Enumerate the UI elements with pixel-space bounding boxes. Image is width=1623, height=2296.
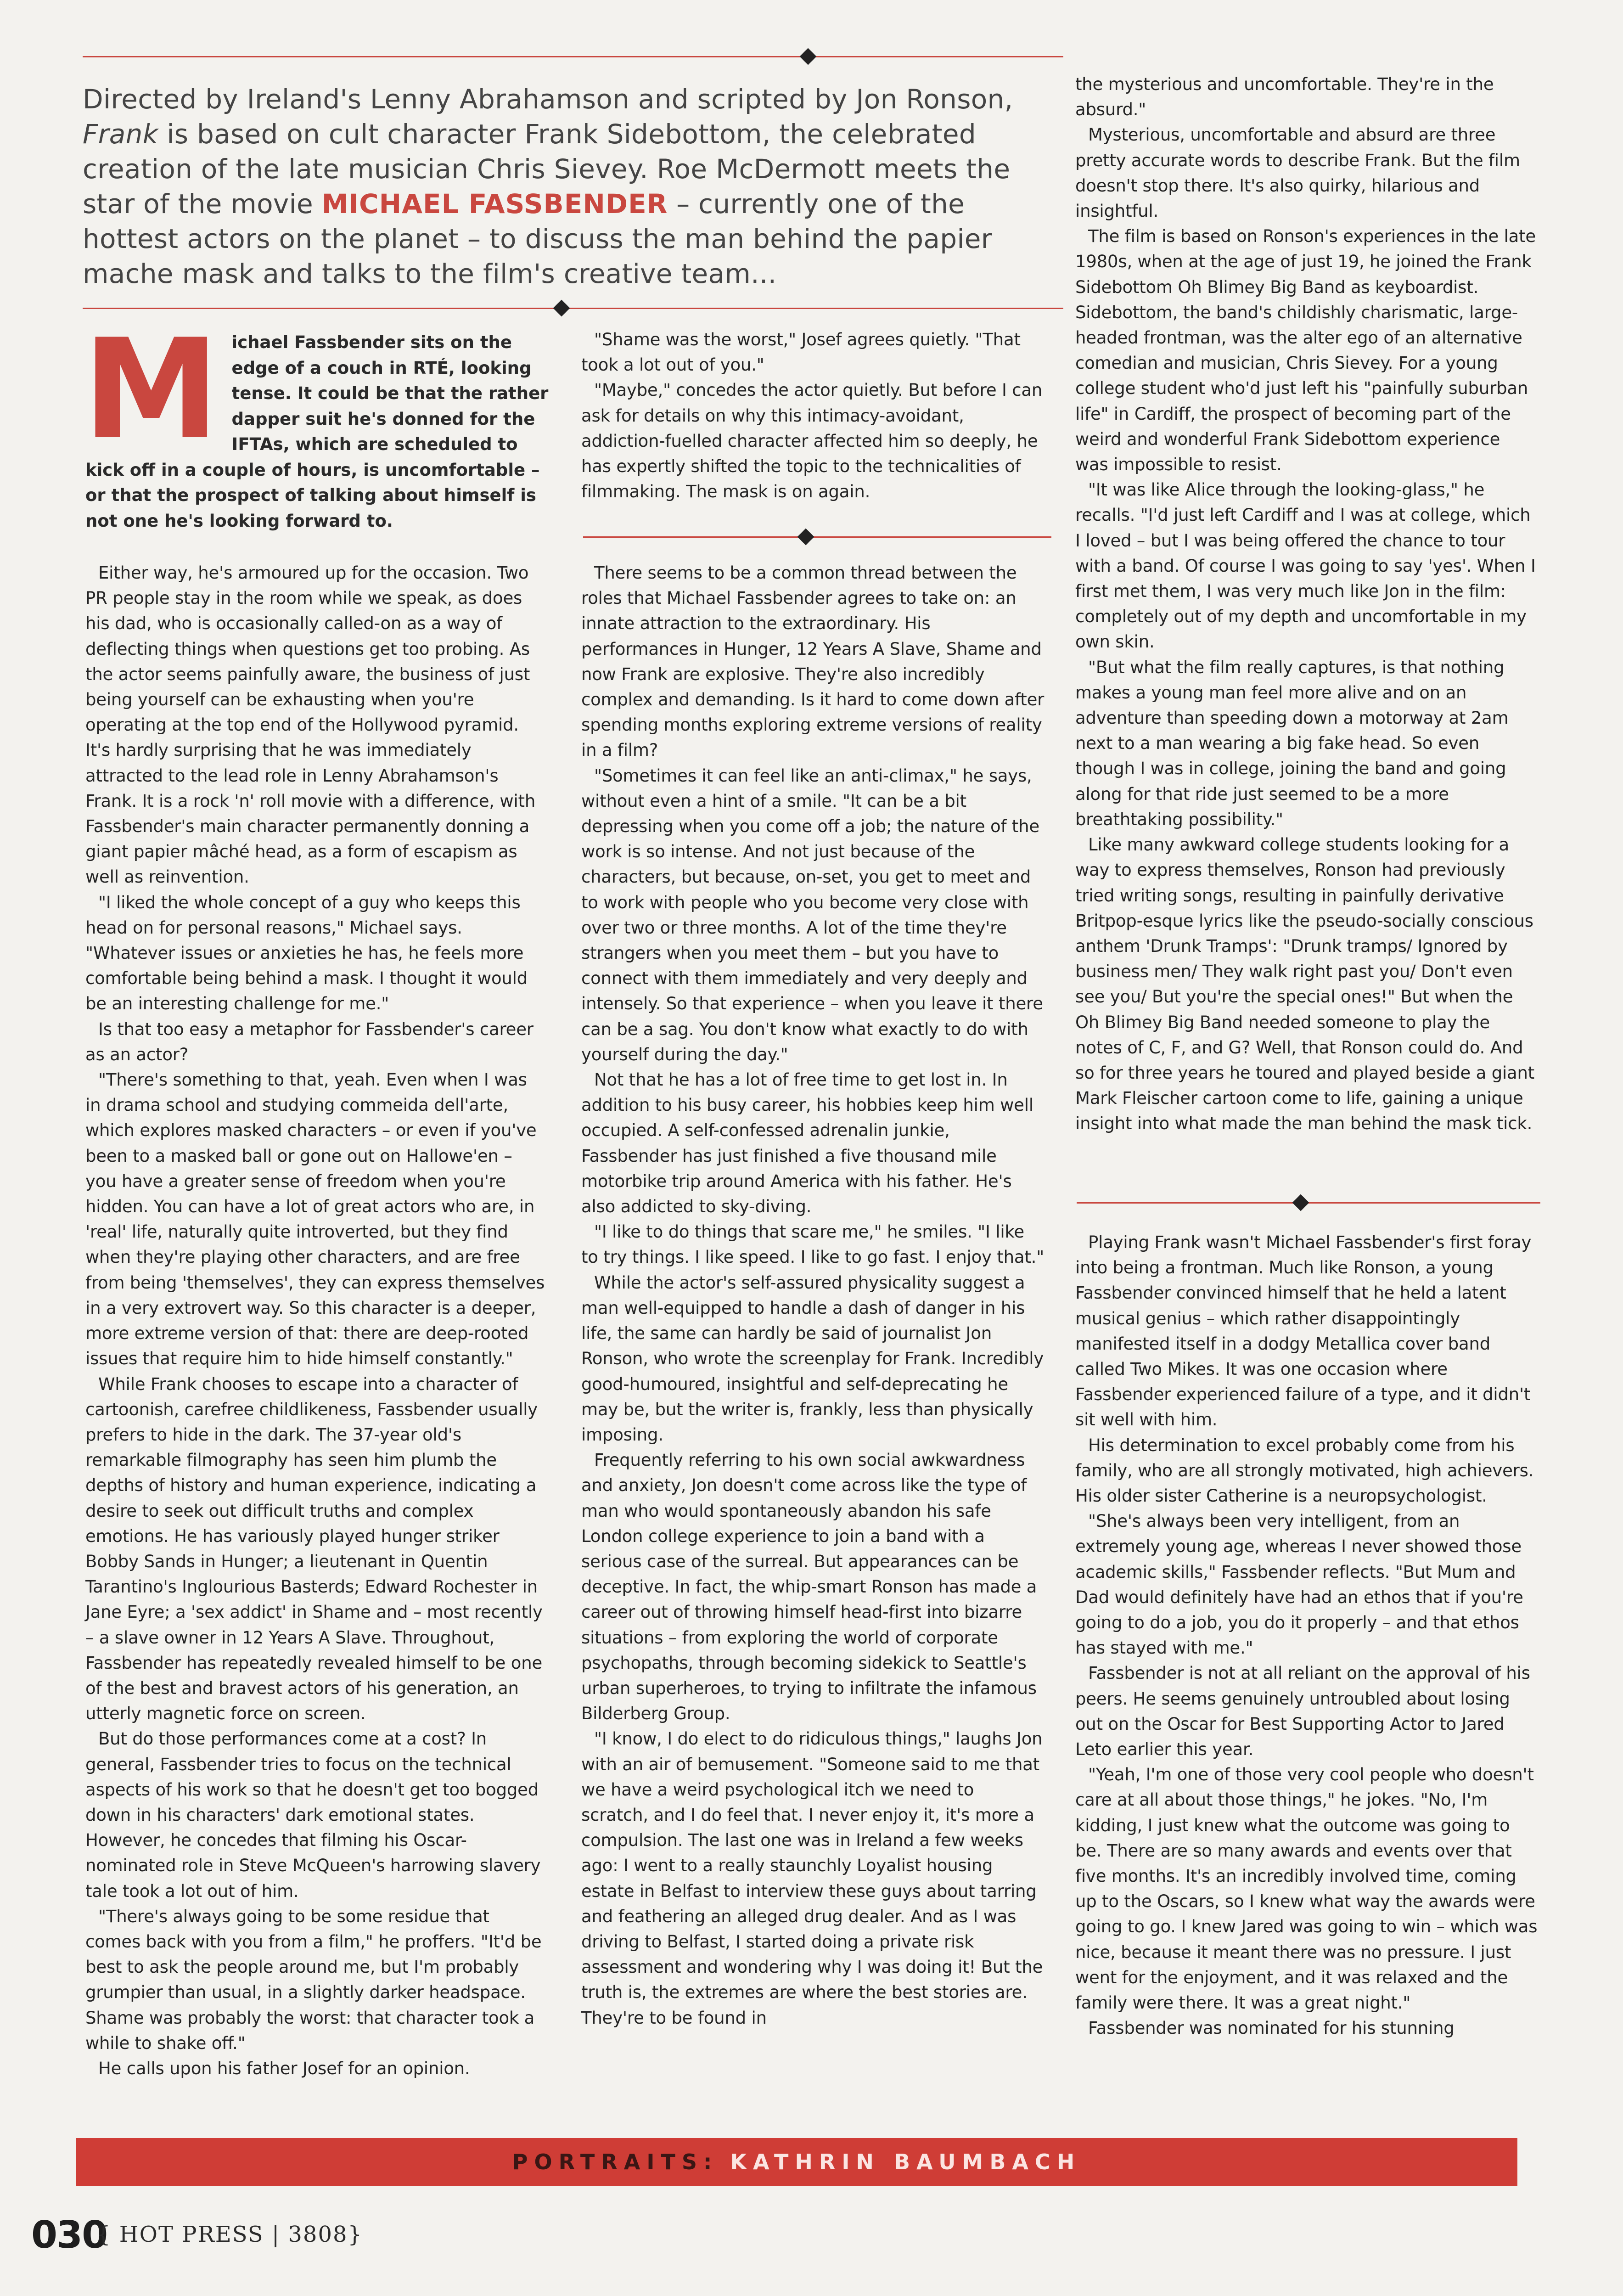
col1-paragraph: Either way, he's armoured up for the occasion. Two PR people stay in the room while we speak, as does his dad, who is occasionally called-on as a way of deflecting things when questions get too probing. As the actor seems painfully aware, the business of just being yourself can be exhausting when you're operating at the top end of the Hollywood pyramid. It's hardly surprising that he was immediately attracted to the lead role in Lenny Abrahamson's Frank. It is a rock 'n' roll movie with a difference, with Fassbender's main character permanently donning a giant papier mâché head, as a form of escapism as well as reinvention. xyxy=(85,563,536,887)
portraits-credit-band xyxy=(76,2138,1517,2186)
col1-paragraph: "There's always going to be some residue that comes back with you from a film," he proffers. "It'd be best to ask the people around me, but I'm probably grumpier than usual, in a slightly darker headspace. Shame was probably the worst: that character took a while to shake off." xyxy=(85,1906,542,2053)
col1-paragraph: While Frank chooses to escape into a character of cartoonish, carefree childlikeness, Fassbender usually prefers to hide in the dark. The 37-year old's remarkable filmography has seen him plumb the depths of history and human experience, indicating a desire to seek out difficult truths and complex emotions. He has variously played hunger striker Bobby Sands in Hunger; a lieutenant in Quentin Tarantino's Inglourious Basterds; Edward Rochester in Jane Eyre; a 'sex addict' in Shame and – most recently – a slave owner in 12 Years A Slave. Throughout, Fassbender has repeatedly revealed himself to be one of the best and bravest actors of his generation, an utterly magnetic force on screen. xyxy=(85,1374,543,1724)
col3-paragraph: the mysterious and uncomfortable. They're in the absurd." xyxy=(1075,74,1494,120)
top-rule xyxy=(83,56,1063,57)
col1-paragraph: He calls upon his father Josef for an opinion. xyxy=(98,2058,470,2078)
portraits-label: PORTRAITS: xyxy=(512,2150,719,2174)
col3-paragraph: Mysterious, uncomfortable and absurd are three pretty accurate words to describe Frank. But the film doesn't stop there. It's also quirky, hilarious and insightful. xyxy=(1075,125,1520,221)
lead-text: ichael Fassbender sits on the edge of a couch in RTÉ, looking tense. It could be that the rather dapper suit he's donned for the IFTAs, which are scheduled to kick off in a couple of hours, is uncomfortable – or that the prospect of talking about himself is not one he's looking forward to. xyxy=(85,332,549,531)
photographer-name: KATHRIN BAUMBACH xyxy=(730,2150,1081,2174)
intro-text-3: – currently one of the hottest actors on the planet – to discuss the man behind the papier mache mask and talks to the film's creative team... xyxy=(83,188,992,289)
col3-paragraph: "It was like Alice through the looking-glass," he recalls. "I'd just left Cardiff and I was at college, which I loved – but I was being offered the chance to tour with a band. Of course I was going to say 'yes'. When I first met them, I was very much like Jon in the film: completely out of my depth and uncomfortable in my own skin. xyxy=(1075,480,1536,652)
col3-paragraph: "But what the film really captures, is that nothing makes a young man feel more alive and on an adventure than speeding down a motorway at 2am next to a man wearing a big fake head. So even though I was in college, joining the band and going along for that ride just seemed to be a more breathtaking possibility." xyxy=(1075,657,1509,829)
intro-diamond-ornament xyxy=(553,300,570,317)
column-2-top xyxy=(581,327,1046,504)
top-diamond-ornament xyxy=(800,48,817,65)
col1-paragraph: But do those performances come at a cost? In general, Fassbender tries to focus on the technical aspects of his work so that he doesn't get too bogged down in his characters' dark emotional states. However, he concedes that filming his Oscar-nominated role in Steve McQueen's harrowing slavery tale took a lot out of him. xyxy=(85,1729,541,1901)
col2-section-rule xyxy=(583,536,1051,538)
drop-cap: M xyxy=(83,310,220,470)
col2-paragraph: While the actor's self-assured physicality suggest a man well-equipped to handle a dash of danger in his life, the same can hardly be said of journalist Jon Ronson, who wrote the screenplay for Frank. Incredibly good-humoured, insightful and self-deprecating he may be, but the writer is, frankly, less than physically imposing. xyxy=(581,1272,1044,1445)
col3-paragraph: Playing Frank wasn't Michael Fassbender's first foray into being a frontman. Much like Ronson, a young Fassbender convinced himself that he held a latent musical genius – which rather disappointingly manifested itself in a dodgy Metallica cover band called Two Mikes. It was one occasion where Fassbender experienced failure of a type, and it didn't sit well with him. xyxy=(1075,1232,1532,1430)
magazine-folio: { HOT PRESS | 3808} xyxy=(96,2222,363,2247)
column-1 xyxy=(85,560,547,2081)
intro-film-title: Frank xyxy=(83,118,158,150)
col3-paragraph: His determination to excel probably come from his family, who are all strongly motivated, high achievers. His older sister Catherine is a neuropsychologist. xyxy=(1075,1435,1534,1506)
col1-paragraph: "I liked the whole concept of a guy who keeps this head on for personal reasons," Michael says. "Whatever issues or anxieties he has, he feels more comfortable being behind a mask. I thought it would be an interesting challenge for me." xyxy=(85,892,528,1014)
intro-text-1: Directed by Ireland's Lenny Abrahamson and scripted by Jon Ronson, xyxy=(83,84,1013,115)
col3-paragraph: Fassbender is not at all reliant on the approval of his peers. He seems genuinely untroubled about losing out on the Oscar for Best Supporting Actor to Jared Leto earlier this year. xyxy=(1075,1663,1530,1760)
col1-paragraph: "There's something to that, yeah. Even when I was in drama school and studying commeida dell'arte, which explores masked characters – or even if you've been to a masked ball or gone out on Hallowe'en – you have a greater sense of freedom when you're hidden. You can have a lot of great actors who are, in 'real' life, naturally quite introverted, but they find when they're playing other characters, and are free from being 'themselves', they can express themselves in a very extrovert way. So this character is a deeper, more extreme version of that: there are deep-rooted issues that require him to hide himself constantly." xyxy=(85,1070,545,1369)
col3-paragraph: "Yeah, I'm one of those very cool people who doesn't care at all about those things," he jokes. "No, I'm kidding, I just knew what the outcome was going to be. There are so many awards and events over that five months. It's an incredibly involved time, coming up to the Oscars, so I knew what way the awards were going to go. I knew Jared was going to win – which was nice, because it meant there was no pressure. I just went for the enjoyment, and it was relaxed and the family were there. It was a great night." xyxy=(1075,1765,1538,2013)
intro-bottom-rule xyxy=(83,308,1063,309)
col2-paragraph: There seems to be a common thread between the roles that Michael Fassbender agrees to take on: an innate attraction to the extraordinary. His performances in Hunger, 12 Years A Slave, Shame and now Frank are explosive. They're also incredibly complex and demanding. Is it hard to come down after spending months exploring extreme versions of reality in a film? xyxy=(581,563,1045,760)
col2-paragraph: Not that he has a lot of free time to get lost in. In addition to his busy career, his hobbies keep him well occupied. A self-confessed adrenalin junkie, Fassbender has just finished a five thousand mile motorbike trip around America with his father. He's also addicted to sky-diving. xyxy=(581,1070,1033,1217)
col2-paragraph: Frequently referring to his own social awkwardness and anxiety, Jon doesn't come across like the type of man who would spontaneously abandon his safe London college experience to join a band with a serious case of the surreal. But appearances can be deceptive. In fact, the whip-smart Ronson has made a career out of throwing himself head-first into bizarre situations – from exploring the world of corporate psychopaths, through becoming sidekick to Seattle's urban superheroes, to trying to infiltrate the infamous Bilderberg Group. xyxy=(581,1450,1037,1724)
lead-paragraph xyxy=(83,310,554,534)
col3-diamond-ornament xyxy=(1292,1194,1309,1211)
col2-paragraph: "I know, I do elect to do ridiculous things," laughs Jon with an air of bemusement. "Someone said to me that we have a weird psychological itch we need to scratch, and I do feel that. I never enjoy it, it's more a compulsion. The last one was in Ireland a few weeks ago: I went to a really staunchly Loyalist housing estate in Belfast to interview these guys about tarring and feathering an alleged drug dealer. And as I was driving to Belfast, I started doing a private risk assessment and wondering why I was doing it! But the truth is, the extremes are where the best stories are. They're to be found in xyxy=(581,1729,1043,2028)
col2-paragraph: "I like to do things that scare me," he smiles. "I like to try things. I like speed. I like to go fast. I enjoy that." xyxy=(581,1222,1045,1267)
page-number: 030 xyxy=(31,2213,107,2257)
col3-paragraph: Fassbender was nominated for his stunning xyxy=(1088,2018,1455,2038)
col3-paragraph: "She's always been very intelligent, from an extremely young age, whereas I never showed those academic skills," Fassbender reflects. "But Mum and Dad would definitely have had an ethos that if you're going to do a job, you do it properly – and that ethos has stayed with me." xyxy=(1075,1511,1523,1658)
col3-paragraph: The film is based on Ronson's experiences in the late 1980s, when at the age of just 19, he joined the Frank Sidebottom Oh Blimey Big Band as keyboardist. Sidebottom, the band's childishly charismatic, large-headed frontman, was the alter ego of an alternative comedian and musician, Chris Sievey. For a young college student who'd just left his "painfully suburban life" in Cardiff, the prospect of becoming part of the weird and wonderful Frank Sidebottom experience was impossible to resist. xyxy=(1075,226,1536,475)
intro-text-2: is based on cult character Frank Sidebottom, the celebrated creation of the late musician Chris Sievey. Roe McDermott meets the star of the movie xyxy=(83,118,1011,219)
col2-paragraph: "Sometimes it can feel like an anti-climax," he says, without even a hint of a smile. "It can be a bit depressing when you come off a job; the nature of the work is so intense. And not just because of the characters, but because, on-set, you get to meet and to work with people who you become very close with over two or three months. A lot of the time they're strangers when you meet them – but you have to connect with them immediately and very deeply and intensely. So that experience – when you leave it there can be a sag. You don't know what exactly to do with yourself during the day." xyxy=(581,765,1043,1064)
column-3-bottom xyxy=(1075,1230,1538,2041)
intro-star-name: MICHAEL FASSBENDER xyxy=(321,188,668,219)
column-2-bottom xyxy=(581,560,1046,2031)
intro-standfirst xyxy=(83,82,1056,291)
col2-paragraph: "Maybe," concedes the actor quietly. But before I can ask for details on why this intimacy-avoidant, addiction-fuelled character affected him so deeply, he has expertly shifted the topic to the technicalities of filmmaking. The mask is on again. xyxy=(581,380,1043,502)
col3-paragraph: Like many awkward college students looking for a way to express themselves, Ronson had previously tried writing songs, resulting in painfully derivative Britpop-esque lyrics like the pseudo-socially conscious anthem 'Drunk Tramps': "Drunk tramps/ Ignored by business men/ They walk right past you/ Don't even see you/ But you're the special ones!" But when the Oh Blimey Big Band needed someone to play the notes of C, F, and G? Well, that Ronson could do. And so for three years he toured and played beside a giant Mark Fleischer cartoon come to life, gaining a unique insight into what made the man behind the mask tick. xyxy=(1075,835,1535,1134)
col1-paragraph: Is that too easy a metaphor for Fassbender's career as an actor? xyxy=(85,1019,534,1064)
col2-diamond-ornament xyxy=(797,529,814,546)
column-3-top xyxy=(1075,72,1538,1137)
col2-paragraph: "Shame was the worst," Josef agrees quietly. "That took a lot out of you." xyxy=(581,330,1021,375)
